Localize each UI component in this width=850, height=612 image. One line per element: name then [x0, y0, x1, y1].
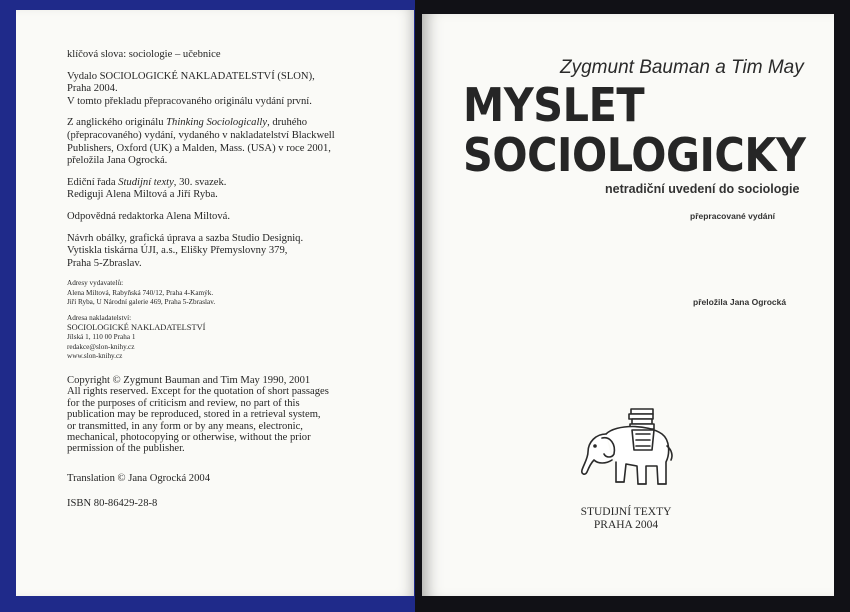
imprint-text — [67, 49, 357, 520]
title-line-2: SOCIOLOGICKY — [463, 128, 806, 182]
translation-copyright: Translation © Jana Ogrocká 2004 — [67, 472, 210, 484]
copyright-notice: Copyright © Zygmunt Bauman and Tim May 1990, 2001 All rights reserved. Except for the quotation of short passages for the purposes of criticism and review, no part of this publication may be reproduced, stored in a retrieval system, or transmitted, in any form or by any means, electronic, mechanical, photocopying or otherwise, without the prior permission of the publisher. — [67, 374, 329, 455]
translator-credit: přeložila Jana Ogrocká — [693, 297, 787, 307]
editor-note: Odpovědná redaktorka Alena Miltová. — [67, 210, 230, 222]
editor-addresses: Adresy vydavatelů: Alena Miltová, Rabyňská 740/12, Praha 4-Kamýk. Jiří Ryba, U Národní galerie 469, Praha 5-Zbraslav. — [67, 279, 216, 306]
book-title — [463, 78, 806, 182]
series-imprint — [574, 506, 678, 532]
authors: Zygmunt Bauman a Tim May — [560, 57, 804, 78]
publisher-address: Adresa nakladatelství: SOCIOLOGICKÉ NAKLADATELSTVÍ Jílská 1, 110 00 Praha 1 redakce@slon-knihy.cz www.slon-knihy.cz — [67, 313, 206, 360]
title-line-1: MYSLET — [463, 78, 645, 132]
isbn: ISBN 80-86429-28-8 — [67, 498, 158, 510]
keywords: klíčová slova: sociologie – učebnice — [67, 49, 221, 60]
series-note: Ediční řada Studijní texty, 30. svazek. Rediguji Alena Miltová a Jiří Ryba. — [67, 176, 227, 201]
place-year: PRAHA 2004 — [593, 519, 659, 531]
elephant-with-books-icon — [576, 404, 676, 490]
publisher-statement: Vydalo SOCIOLOGICKÉ NAKLADATELSTVÍ (SLON), Praha 2004. V tomto překladu přepracovaného originálu vydání první. — [67, 70, 315, 107]
series-name: STUDIJNÍ TEXTY — [580, 506, 672, 518]
subtitle: netradiční uvedení do sociologie — [605, 182, 800, 196]
edition-note: přepracované vydání — [690, 211, 776, 221]
design-print-note: Návrh obálky, grafická úprava a sazba Studio Designiq. Vytiskla tiskárna ÚJI, a.s., Elišky Přemyslovny 379, Praha 5-Zbraslav. — [67, 232, 304, 269]
original-title-note: Z anglického originálu Thinking Sociologically, druhého (přepracovaného) vydání, vydaného v nakladatelství Blackwell Publishers, Oxford (UK) a Malden, Mass. (USA) v roce 2001, přeložila Jana Ogrocká. — [67, 117, 335, 167]
